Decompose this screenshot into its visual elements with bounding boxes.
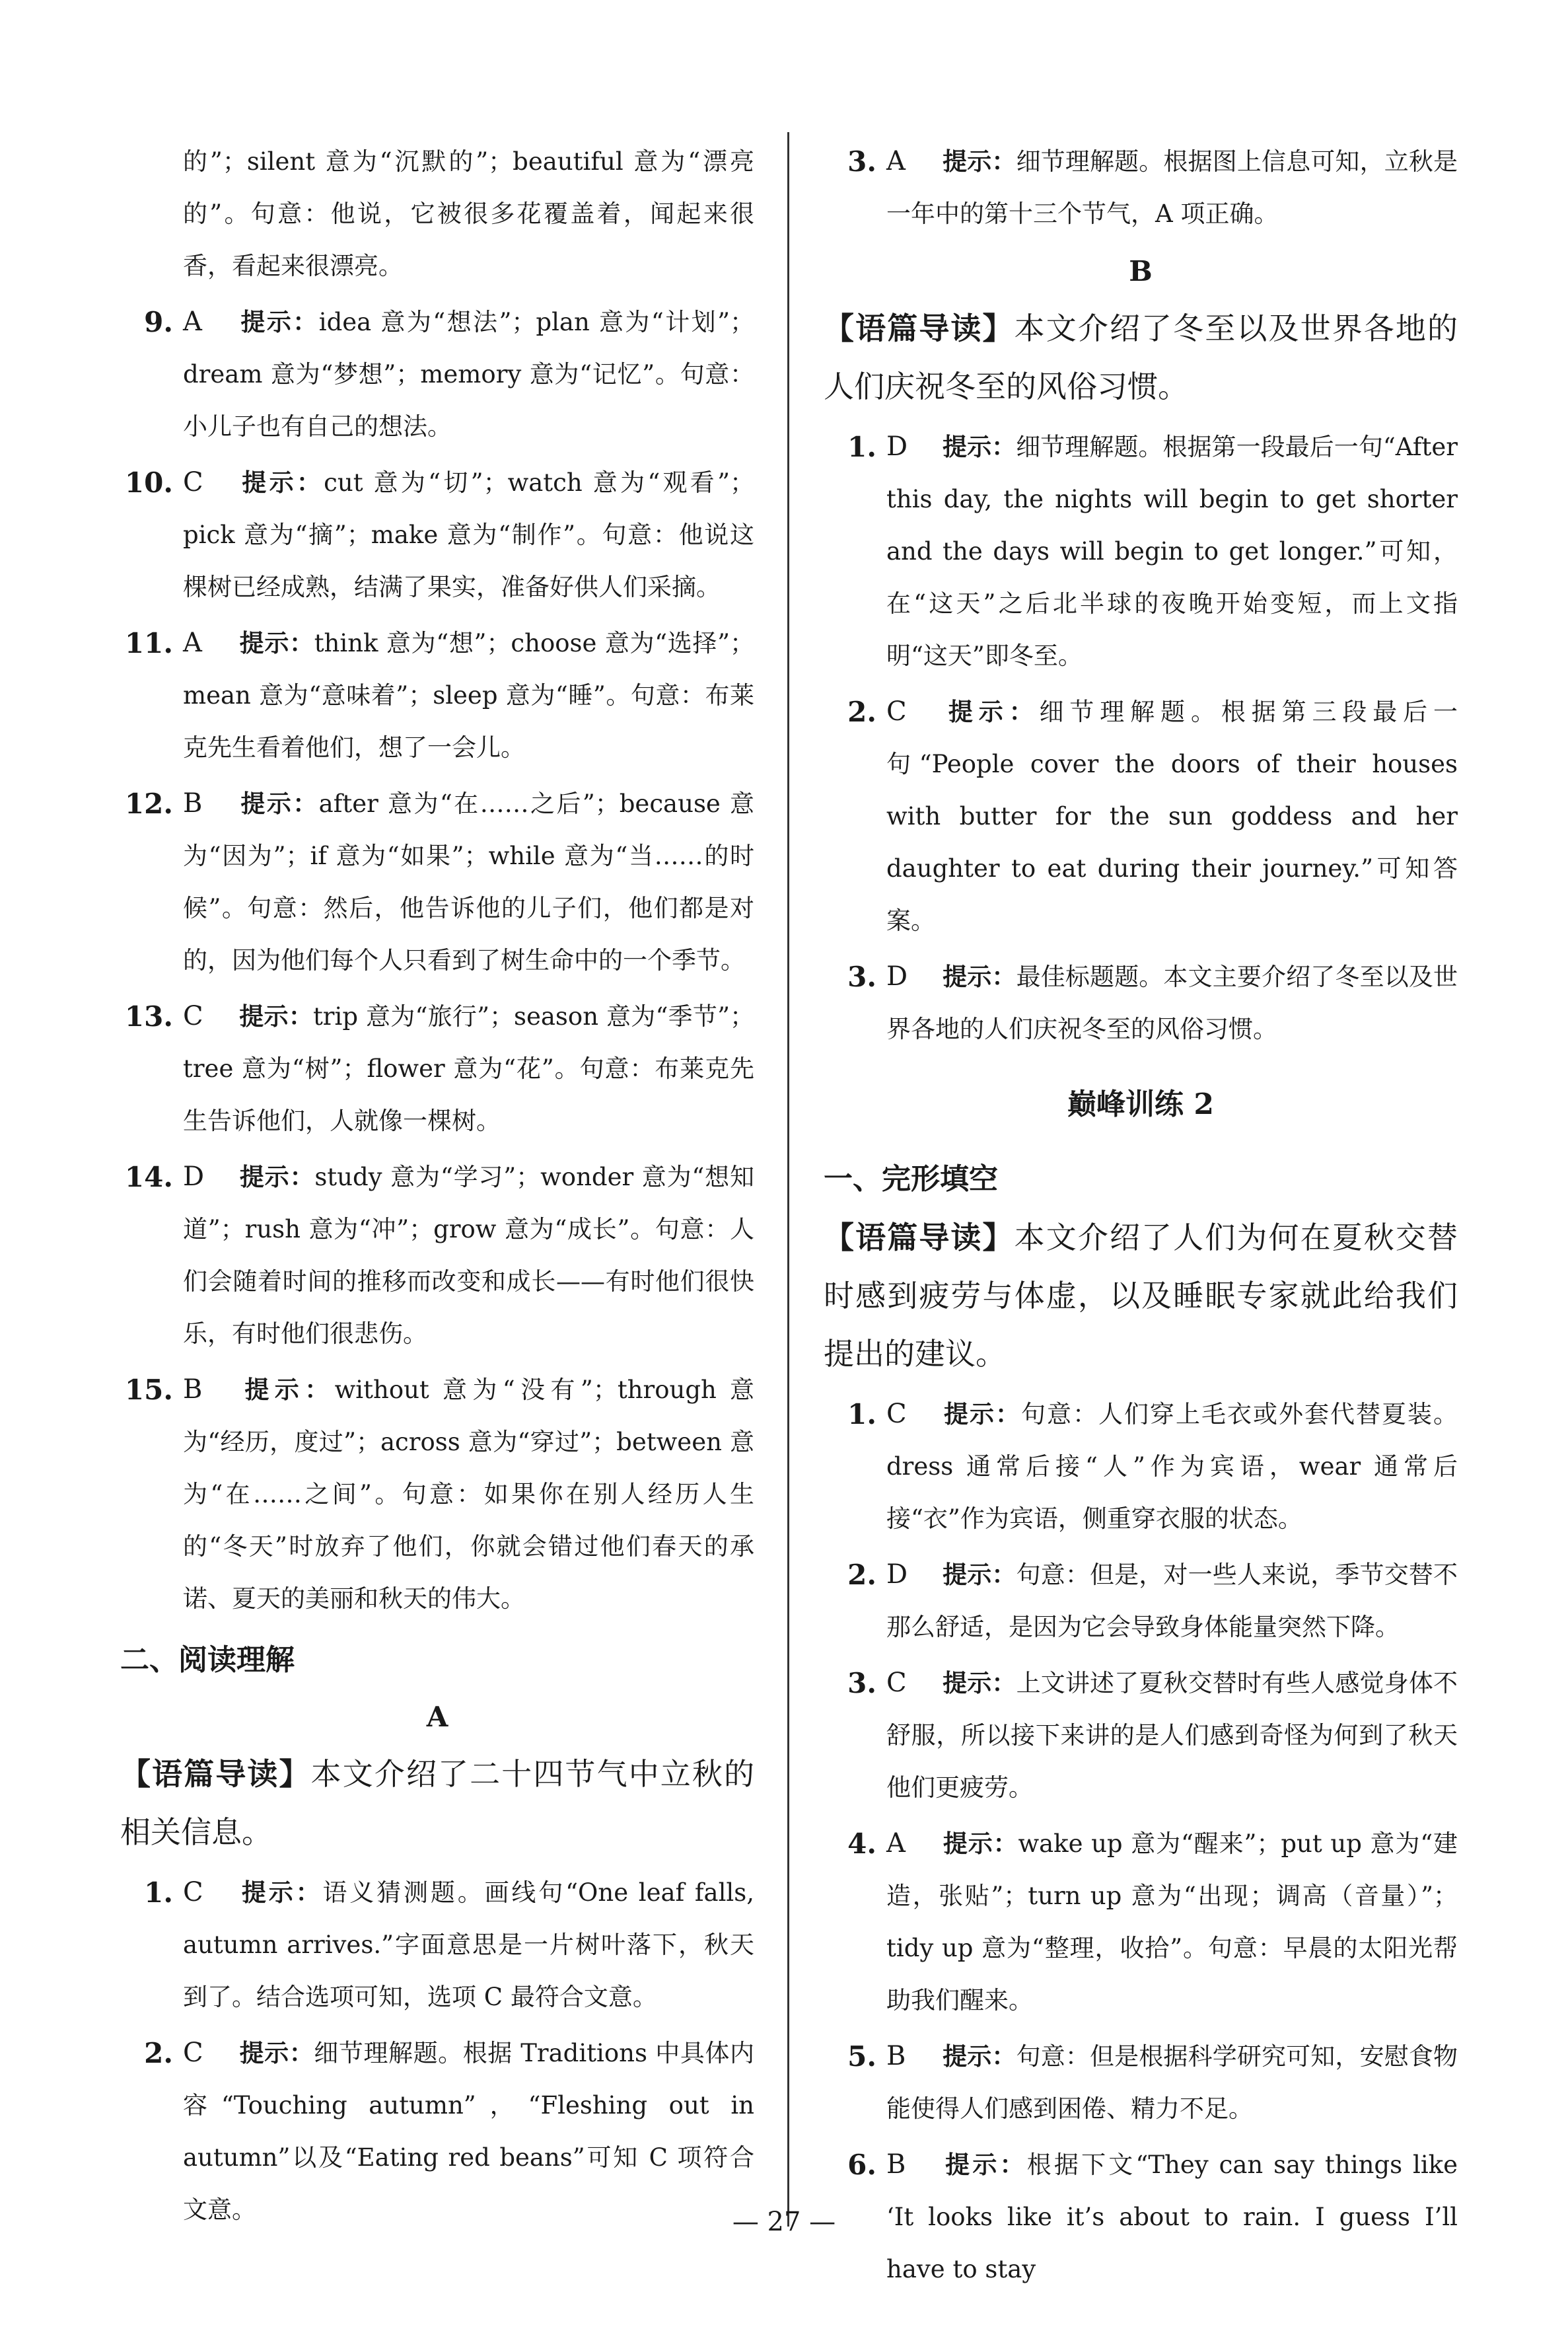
- hint-label: 提示：: [943, 1668, 1016, 1697]
- right-items-2: [824, 1388, 1458, 2295]
- item-number: 1.: [144, 1876, 173, 1909]
- hint-label: 提示：: [943, 962, 1016, 991]
- item-number: 2.: [847, 696, 876, 728]
- explanation-text: 根据下文“They can say things like ‘It looks like it’s about to rain. I guess I’ll have to stay: [886, 2151, 1458, 2283]
- item-number: 5.: [847, 2040, 876, 2073]
- answer-item: [824, 421, 1458, 682]
- explanation-text: 最佳标题题。本文主要介绍了冬至以及世界各地的人们庆祝冬至的风俗习惯。: [886, 963, 1458, 1043]
- answer-letter: A: [886, 1828, 906, 1859]
- guide-text: 本文介绍了冬至以及世界各地的人们庆祝冬至的风俗习惯。: [824, 311, 1458, 404]
- explanation-text: trip 意为“旅行”；season 意为“季节”；tree 意为“树”；flower 意为“花”。句意：布莱克先生告诉他们，人就像一棵树。: [183, 1002, 755, 1135]
- section-heading-reading: 二、阅读理解: [120, 1643, 295, 1677]
- answer-letter: C: [183, 2038, 203, 2068]
- page-number: — 27 —: [732, 2207, 836, 2237]
- hint-label: 提示：: [943, 697, 1040, 726]
- item-number: 2.: [847, 1559, 876, 1591]
- answer-letter: B: [886, 2041, 906, 2071]
- answer-item: [120, 1866, 754, 2023]
- passage-guide-cloze: [824, 1208, 1458, 1383]
- item-number: 15.: [124, 1374, 173, 1406]
- part-label-b: B: [1129, 255, 1153, 287]
- answer-item: [824, 1388, 1458, 1545]
- hint-label: 提示：: [239, 1002, 313, 1031]
- explanation-text: 句意：但是根据科学研究可知，安慰食物能使得人们感到困倦、精力不足。: [886, 2042, 1458, 2123]
- answer-item: [824, 951, 1458, 1055]
- hint-label: 提示：: [943, 1829, 1018, 1858]
- hint-label: 提示：: [239, 789, 319, 818]
- item-number: 3.: [847, 961, 876, 993]
- explanation-text: 细节理解题。根据第三段最后一句“People cover the doors of their houses with butter for the sun goddess and her daughter to eat during their journey.”可知答案。: [886, 698, 1458, 935]
- hint-label: 提示：: [943, 432, 1016, 461]
- answer-item: [120, 296, 754, 453]
- answer-letter: B: [183, 788, 203, 819]
- answer-item: [120, 457, 754, 613]
- answer-letter: A: [183, 628, 202, 658]
- explanation-text: 细节理解题。根据第一段最后一句“After this day, the nights will begin to get shorter and the days will begin to get longer.”可知，在“这天”之后北半球的夜晚开始变短，而上文指明“这天”即冬至。: [886, 433, 1458, 670]
- hint-label: 提示：: [239, 628, 314, 657]
- right-items-0: [824, 135, 1458, 240]
- hint-label: 提示：: [943, 1399, 1021, 1428]
- hint-label: 提示：: [943, 147, 1016, 176]
- item-number: 1.: [847, 431, 876, 463]
- answer-letter: A: [183, 307, 202, 337]
- answer-item: [824, 135, 1458, 240]
- right-column: [824, 135, 1458, 2299]
- explanation-text: wake up 意为“醒来”；put up 意为“建造，张贴”；turn up 意为“出现；调高（音量）”；tidy up 意为“整理，收拾”。句意：早晨的太阳光帮助我们醒来。: [886, 1829, 1458, 2014]
- answer-letter: B: [183, 1374, 203, 1405]
- item-number: 1.: [847, 1398, 876, 1430]
- item-number: 14.: [124, 1161, 173, 1193]
- passage-guide-b: [824, 299, 1458, 416]
- item-number: 10.: [124, 466, 173, 499]
- answer-letter: C: [183, 1001, 203, 1031]
- answer-item: [120, 778, 754, 986]
- section-title: 巅峰训练 2: [1067, 1088, 1214, 1121]
- hint-label: 提示：: [239, 468, 324, 497]
- answer-item: [824, 2030, 1458, 2135]
- item-number: 6.: [847, 2149, 876, 2181]
- explanation-text: 细节理解题。根据图上信息可知，立秋是一年中的第十三个节气，A 项正确。: [886, 147, 1458, 228]
- item-number: 4.: [847, 1827, 876, 1860]
- answer-letter: D: [886, 961, 908, 992]
- answer-item: [120, 617, 754, 774]
- explanation-text: 句意：但是，对一些人来说，季节交替不那么舒适，是因为它会导致身体能量突然下降。: [886, 1561, 1458, 1641]
- explanation-text: think 意为“想”；choose 意为“选择”；mean 意为“意味着”；sleep 意为“睡”。句意：布莱克先生看着他们，想了一会儿。: [183, 629, 754, 762]
- explanation-text: cut 意为“切”；watch 意为“观看”；pick 意为“摘”；make 意为“制作”。句意：他说这棵树已经成熟，结满了果实，准备好供人们采摘。: [183, 468, 755, 601]
- section-heading-cloze: 一、完形填空: [824, 1162, 998, 1196]
- explanation-text: after 意为“在……之后”；because 意为“因为”；if 意为“如果”；while 意为“当……的时候”。句意：然后，他告诉他的儿子们，他们都是对的，因为他们每个人只看到了树生命中的一个季节。: [183, 790, 755, 975]
- guide-label: 【语篇导读】: [120, 1756, 311, 1792]
- answer-item: [824, 1549, 1458, 1653]
- right-items-1: [824, 421, 1458, 1055]
- hint-label: 提示：: [239, 1878, 323, 1907]
- answer-letter: C: [183, 467, 203, 498]
- answer-letter: C: [886, 696, 907, 727]
- part-label-a: A: [426, 1701, 448, 1733]
- explanation-text: 句意：人们穿上毛衣或外套代替夏装。dress 通常后接“人”作为宾语，wear 通常后接“衣”作为宾语，侧重穿衣服的状态。: [886, 1400, 1458, 1533]
- explanation-text: 细节理解题。根据 Traditions 中具体内容“Touching autumn”，“Fleshing out in autumn”以及“Eating red beans”可知 C 项符合文意。: [183, 2039, 755, 2224]
- hint-label: 提示：: [239, 1162, 315, 1191]
- item-number: 2.: [144, 2037, 173, 2069]
- guide-label: 【语篇导读】: [824, 1220, 1015, 1255]
- answer-item: [120, 990, 754, 1147]
- left-column: [120, 135, 754, 2240]
- guide-text: 本文介绍了二十四节气中立秋的相关信息。: [120, 1756, 755, 1850]
- hint-label: 提示：: [239, 307, 319, 336]
- explanation-text: study 意为“学习”；wonder 意为“想知道”；rush 意为“冲”；grow 意为“成长”。句意：人们会随着时间的推移而改变和成长——有时他们很快乐，有时他们很悲伤。: [183, 1163, 754, 1348]
- hint-label: 提示：: [239, 2038, 314, 2067]
- answer-letter: B: [886, 2149, 906, 2180]
- answer-item: [120, 1364, 754, 1625]
- answer-letter: D: [886, 1559, 908, 1590]
- passage-guide-a: [120, 1745, 754, 1861]
- hint-label: 提示：: [239, 1375, 335, 1404]
- answer-item: [120, 1151, 754, 1360]
- answer-letter: D: [183, 1162, 205, 1192]
- answer-item: [824, 1818, 1458, 2026]
- item-number: 12.: [124, 788, 173, 820]
- answer-letter: D: [886, 431, 908, 462]
- item-number: 9.: [144, 306, 173, 338]
- item-number: 3.: [847, 145, 876, 178]
- item-number: 13.: [124, 1000, 173, 1033]
- left-items: [120, 296, 754, 1625]
- guide-text: 本文介绍了人们为何在夏秋交替时感到疲劳与体虚，以及睡眠专家就此给我们提出的建议。: [824, 1220, 1458, 1372]
- answer-letter: A: [886, 146, 906, 176]
- guide-label: 【语篇导读】: [824, 311, 1015, 346]
- answer-item: [824, 1657, 1458, 1814]
- item-number: 3.: [847, 1667, 876, 1699]
- explanation-text: without 意为“没有”；through 意为“经历，度过”；across 意为“穿过”；between 意为“在……之间”。句意：如果你在别人经历人生的“冬天”时放弃了他们，你就会错过他们春天的承诺、夏天的美丽和秋天的伟大。: [183, 1376, 754, 1613]
- hint-label: 提示：: [943, 1560, 1016, 1589]
- explanation-text: 上文讲述了夏秋交替时有些人感觉身体不舒服，所以接下来讲的是人们感到奇怪为何到了秋天他们更疲劳。: [886, 1669, 1458, 1802]
- answer-item: [824, 686, 1458, 947]
- explanation-text: idea 意为“想法”；plan 意为“计划”；dream 意为“梦想”；memory 意为“记忆”。句意：小儿子也有自己的想法。: [183, 308, 754, 441]
- left-items-2: [120, 1866, 754, 2236]
- hint-label: 提示：: [943, 2150, 1027, 2179]
- item-number: 11.: [124, 627, 173, 659]
- answer-item: [120, 2027, 754, 2236]
- answer-letter: C: [183, 1877, 203, 1907]
- column-divider: [787, 132, 789, 2227]
- answer-letter: C: [886, 1668, 907, 1698]
- continuation-text: 的”；silent 意为“沉默的”；beautiful 意为“漂亮的”。句意：他说，它被很多花覆盖着，闻起来很香，看起来很漂亮。: [183, 147, 754, 280]
- answer-letter: C: [886, 1399, 907, 1429]
- explanation-text: 语义猜测题。画线句“One leaf falls, autumn arrives.”字面意思是一片树叶落下，秋天到了。结合选项可知，选项 C 最符合文意。: [183, 1878, 755, 2011]
- hint-label: 提示：: [943, 2042, 1016, 2071]
